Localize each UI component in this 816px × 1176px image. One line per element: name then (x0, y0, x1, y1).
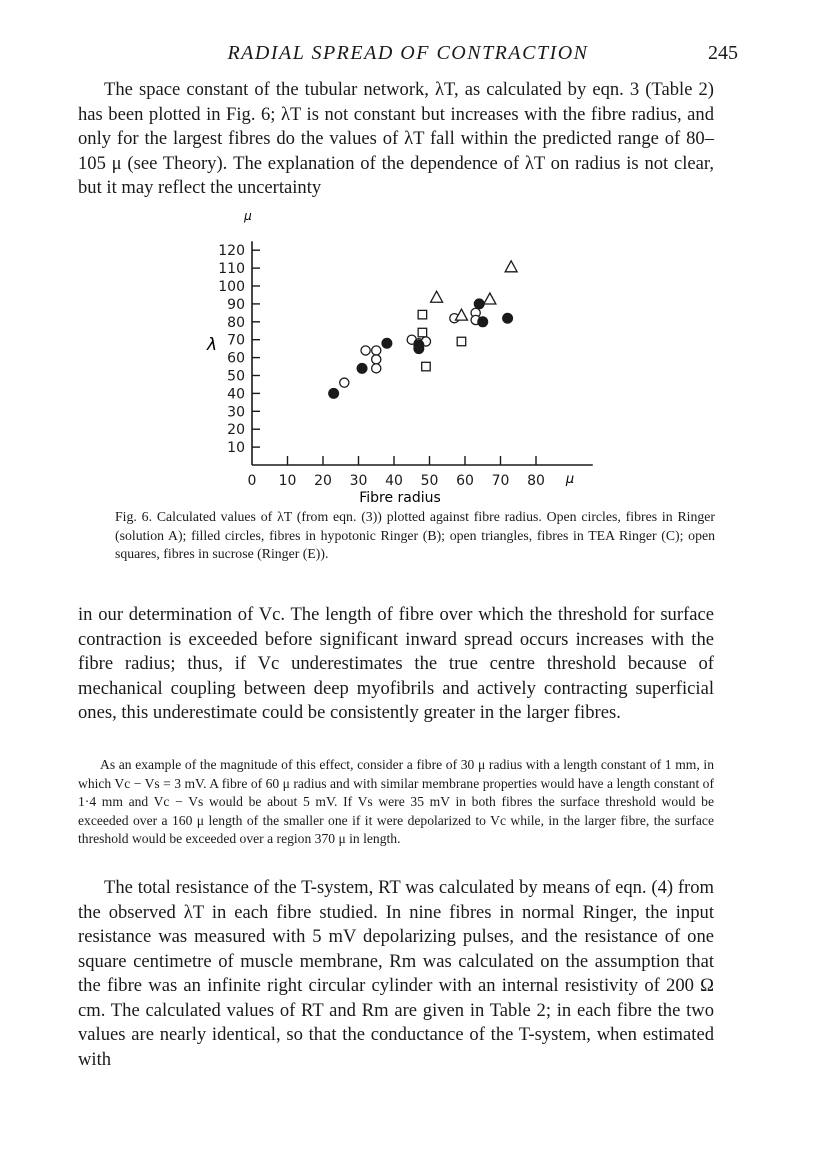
point-filled-circle (382, 338, 392, 348)
x-axis-label: Fibre radius (359, 490, 441, 506)
point-open-circle (372, 364, 381, 373)
point-open-triangle (484, 293, 496, 304)
x-tick-label: 60 (456, 473, 474, 489)
paragraph-text: The total resistance of the T-system, RT was calculated by means of eqn. (4) from the observed λT in each fibre studied. In nine fibres in normal Ringer, the input resistance was measured with 5 mV depolarizing pulses, and the resistance of one square centimetre of muscle membrane, Rm was calculated on the assumption that the fibre was an infinite right circular cylinder with an internal resistivity of 200 Ω cm. The calculated values of RT and Rm are given in Table 2; in each fibre the two values are nearly identical, so that the conductance of the T-system, when estimated with (78, 877, 714, 1070)
point-open-circle (340, 378, 349, 387)
y-tick-label: 70 (227, 332, 245, 349)
paragraph-text: As an example of the magnitude of this effect, consider a fibre of 30 μ radius with a length constant of 1 mm, in which Vc − Vs = 3 mV. A fibre of 60 μ radius and with similar membrane properties would have a length constant of 1·4 mm and Vc − Vs would be about 5 mV. If Vs were 35 mV in both fibres the surface threshold would be exceeded over a 160 μ length of the smaller one if it were depolarized to Vc while, in the larger fibre, the surface threshold would be exceeded over a region 370 μ in length. (78, 757, 714, 846)
paragraph-t-system-resistance (78, 876, 714, 1072)
running-title: RADIAL SPREAD OF CONTRACTION (227, 42, 589, 64)
y-tick-label: 40 (227, 386, 245, 403)
figure-caption (115, 508, 715, 564)
x-tick-label: 70 (491, 473, 510, 489)
paragraph-text: in our determination of Vc. The length of fibre over which the threshold for surface contraction is exceeded before significant inward spread occurs increases with the fibre radius; thus, if Vc underestimates the true centre threshold because of mechanical coupling between deep myofibrils and actively contracting superficial ones, this underestimate could be consistently greater in the larger fibres. (78, 604, 714, 723)
point-open-square (418, 310, 427, 319)
point-open-circle (372, 346, 381, 355)
chart-axes (252, 241, 593, 465)
x-tick-label: 50 (420, 473, 439, 489)
y-tick-label: 110 (218, 261, 245, 278)
chart-ticks (218, 243, 545, 489)
point-open-triangle (505, 261, 517, 272)
paragraph-space-constant (78, 78, 714, 201)
point-filled-circle (357, 363, 367, 373)
y-tick-label: 50 (227, 368, 245, 385)
point-filled-circle (414, 344, 424, 354)
point-filled-circle (329, 388, 339, 398)
y-tick-label: 80 (227, 314, 245, 331)
y-tick-label: 100 (218, 279, 245, 295)
x-tick-label: 10 (278, 473, 297, 489)
point-open-circle (361, 346, 370, 355)
point-open-square (422, 362, 431, 371)
point-filled-circle (474, 299, 484, 309)
paragraph-text: The space constant of the tubular network, λT, as calculated by eqn. 3 (Table 2) has been plotted in Fig. 6; λT is not constant but increases with the fibre radius, and only for the largest fibres do the values of λT fall within the predicted range of 80–105 μ (see Theory). The explanation of the dependence of λT on radius is not clear, but it may reflect the uncertainty (78, 79, 714, 198)
point-filled-circle (503, 313, 513, 323)
x-tick-label: 20 (314, 473, 332, 489)
y-tick-label: 30 (227, 404, 245, 421)
x-tick-label: 80 (527, 473, 545, 489)
y-axis-unit: μ (244, 209, 252, 223)
x-axis-unit: μ (565, 472, 575, 487)
point-open-square (457, 337, 466, 346)
y-tick-label: 120 (218, 243, 245, 260)
x-tick-label: 30 (349, 473, 368, 489)
y-tick-label: 90 (227, 296, 245, 313)
page-number: 245 (708, 42, 738, 64)
chart-marks (329, 261, 518, 399)
point-filled-circle (478, 317, 488, 327)
point-open-square (418, 328, 427, 337)
paragraph-vc-determination (78, 603, 714, 726)
running-head (78, 42, 738, 72)
caption-text: Fig. 6. Calculated values of λT (from eqn. (3)) plotted against fibre radius. Open circles, fibres in Ringer (solution A); filled circles, fibres in hypotonic Ringer (B); open triangles, fibres in TEA Ringer (C); open squares, fibres in sucrose (Ringer (E)). (115, 509, 715, 561)
x-tick-label: 40 (385, 473, 403, 489)
point-open-triangle (431, 291, 443, 302)
figure-6-chart (190, 200, 630, 510)
x-tick-label: 0 (247, 473, 257, 489)
y-tick-label: 10 (227, 440, 245, 457)
y-tick-label: 20 (227, 422, 245, 439)
point-open-circle (372, 355, 381, 364)
paragraph-small-print (78, 756, 714, 849)
y-axis-label: λ (206, 335, 218, 355)
y-tick-label: 60 (227, 350, 245, 367)
